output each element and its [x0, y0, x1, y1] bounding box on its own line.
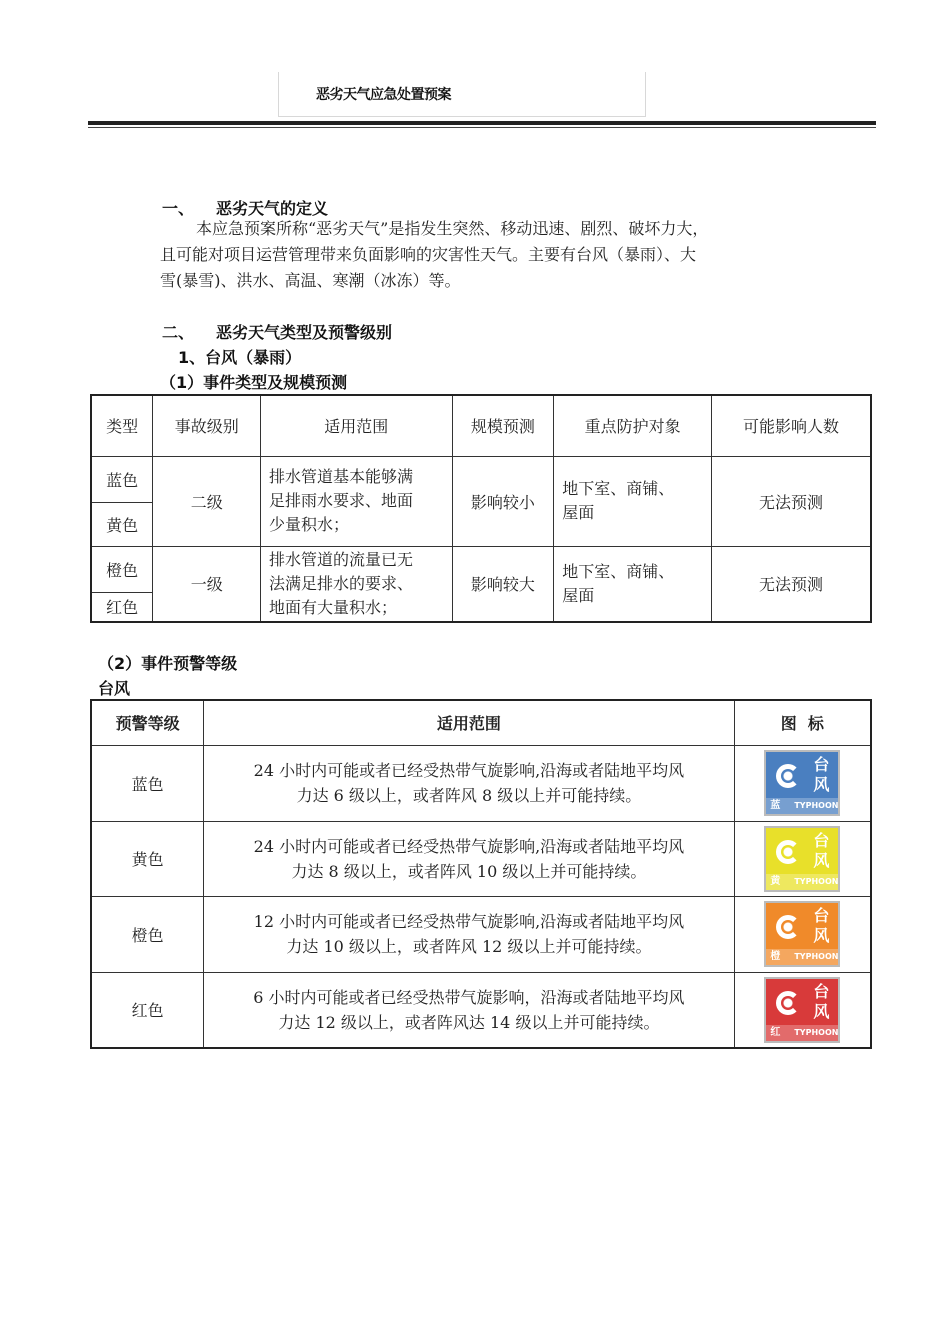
swirl-icon	[771, 833, 805, 871]
swirl-icon	[771, 984, 805, 1022]
scope-cell	[204, 745, 734, 821]
people-cell: 无法预测	[711, 456, 871, 546]
th-level: 事故级别	[153, 395, 261, 456]
scope-cell	[204, 972, 734, 1048]
warning-level-table	[90, 699, 872, 1049]
section2-sub1a: （1）事件类型及规模预测	[160, 373, 348, 392]
table-header-row	[91, 700, 871, 745]
icon-bar: 黄 TYPHOON	[766, 874, 838, 890]
icon-bar: 红 TYPHOON	[766, 1025, 838, 1041]
level-cell: 红色	[91, 972, 204, 1048]
header-rule-thin	[88, 127, 876, 128]
section1-para-line2: 且可能对项目运营管理带来负面影响的灾害性天气。主要有台风（暴雨）、大	[160, 245, 697, 264]
scale-cell: 影响较大	[452, 546, 554, 622]
scope-line: 6 小时内可能或者已经受热带气旋影响，沿海或者陆地平均风	[253, 987, 685, 1007]
table-row	[91, 546, 871, 592]
target-cell	[554, 456, 712, 546]
icon-cell	[734, 821, 871, 896]
icon-bar: 橙 TYPHOON	[766, 949, 838, 965]
th-scale: 规模预测	[452, 395, 554, 456]
th-scope: 适用范围	[261, 395, 453, 456]
icon-cell	[734, 896, 871, 972]
level-cell: 蓝色	[91, 745, 204, 821]
typhoon-yellow-icon	[764, 826, 840, 892]
color-cell: 黄色	[91, 502, 153, 546]
scope-cell	[204, 896, 734, 972]
scope-line: 少量积水；	[269, 515, 350, 534]
typhoon-red-icon	[764, 977, 840, 1043]
table-row	[91, 972, 871, 1048]
typhoon-label: 台风	[98, 679, 131, 698]
icon-chars: 台 风	[813, 755, 830, 794]
section2-sub2: （2）事件预警等级	[98, 654, 238, 673]
scope-line: 排水管道基本能够满	[269, 467, 414, 486]
level-cell: 二级	[153, 456, 261, 546]
scope-line: 12 小时内可能或者已经受热带气旋影响,沿海或者陆地平均风	[253, 912, 685, 931]
scope-line: 力达 8 级以上，或者阵风 10 级以上并可能持续。	[291, 861, 647, 881]
typhoon-blue-icon	[764, 750, 840, 816]
page-title: 恶劣天气应急处置预案	[316, 87, 451, 103]
table-row	[91, 821, 871, 896]
scope-line: 24 小时内可能或者已经受热带气旋影响,沿海或者陆地平均风	[253, 836, 685, 856]
event-type-table	[90, 394, 872, 623]
th-target: 重点防护对象	[554, 395, 712, 456]
target-line: 屋面	[562, 585, 595, 605]
scope-cell	[261, 546, 453, 622]
color-cell: 红色	[91, 592, 153, 622]
section2-sub1: 1、台风（暴雨）	[178, 348, 302, 367]
scope-line: 力达 10 级以上，或者阵风 12 级以上并可能持续。	[286, 937, 652, 956]
th-icon: 图 标	[734, 700, 871, 745]
th-type: 类型	[91, 395, 153, 456]
scale-cell: 影响较小	[452, 456, 554, 546]
scope-line: 力达 12 级以上，或者阵风达 14 级以上并可能持续。	[278, 1012, 660, 1032]
header-rule-thick	[88, 121, 876, 125]
section1-heading: 恶劣天气的定义	[216, 199, 329, 218]
icon-bar: 蓝 TYPHOON	[766, 798, 838, 814]
people-cell: 无法预测	[711, 546, 871, 622]
icon-chars: 台 风	[813, 906, 830, 945]
scope-line: 足排雨水要求、地面	[269, 491, 414, 510]
icon-chars: 台 风	[813, 830, 830, 870]
scope-cell	[204, 821, 734, 896]
target-line: 屋面	[562, 503, 595, 522]
target-line: 地下室、商铺、	[562, 479, 675, 498]
section1-para-line1: 本应急预案所称“恶劣天气”是指发生突然、移动迅速、剧烈、破坏力大，	[196, 219, 709, 238]
swirl-icon	[771, 757, 805, 795]
scope-line: 法满足排水的要求、	[269, 573, 414, 593]
level-cell: 橙色	[91, 896, 204, 972]
scope-cell	[261, 456, 453, 546]
table-row	[91, 745, 871, 821]
target-cell	[554, 546, 712, 622]
scope-line: 力达 6 级以上，或者阵风 8 级以上并可能持续。	[296, 786, 642, 805]
table-row	[91, 456, 871, 502]
th-scope: 适用范围	[204, 700, 734, 745]
section2-heading-num: 二、	[162, 323, 195, 342]
icon-cell	[734, 972, 871, 1048]
swirl-icon	[771, 908, 805, 946]
level-cell: 黄色	[91, 821, 204, 896]
section1-heading-num: 一、	[162, 199, 195, 218]
color-cell: 橙色	[91, 546, 153, 592]
th-warning-level: 预警等级	[91, 700, 204, 745]
typhoon-orange-icon	[764, 901, 840, 967]
scope-line: 排水管道的流量已无	[269, 549, 414, 569]
icon-cell	[734, 745, 871, 821]
table-row	[91, 896, 871, 972]
section2-heading: 恶劣天气类型及预警级别	[216, 323, 393, 342]
scope-line: 24 小时内可能或者已经受热带气旋影响,沿海或者陆地平均风	[253, 761, 685, 780]
target-line: 地下室、商铺、	[562, 561, 675, 581]
level-cell: 一级	[153, 546, 261, 622]
icon-chars: 台 风	[813, 981, 830, 1021]
scope-line: 地面有大量积水；	[269, 597, 398, 617]
color-cell: 蓝色	[91, 456, 153, 502]
section1-para-line3: 雪(暴雪)、洪水、高温、寒潮（冰冻）等。	[160, 271, 461, 290]
table-header-row	[91, 395, 871, 456]
th-people: 可能影响人数	[711, 395, 871, 456]
